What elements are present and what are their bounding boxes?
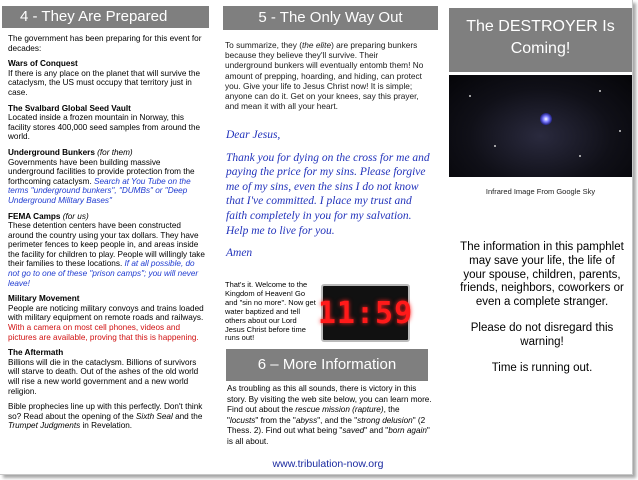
message-warning: Please do not disregard this warning! <box>470 321 614 348</box>
closing-part: and the <box>172 411 203 421</box>
closing-part: Bible prophecies line up with this perfectly. Don't think so? Read about the opening of the <box>8 402 203 421</box>
bunkers-tag: (for them) <box>97 147 133 157</box>
bunkers-title: Underground Bunkers <box>8 147 95 157</box>
more-info-text <box>227 384 432 448</box>
closing-trumpet: Trumpet Judgments <box>8 421 81 431</box>
bunkers-note: Search at You Tube on the terms "underground bunkers", "DUMBs" or "Deep Underground Military Bases" <box>8 176 191 205</box>
info-locusts: locusts <box>229 415 256 425</box>
column-only-way-out <box>213 0 441 474</box>
summary-elite: the elite <box>302 40 332 50</box>
info-rapture: rescue mission (rapture) <box>295 405 384 415</box>
wars-text: If there is any place on the planet that will survive the cataclysm, the US must occupy that territory just in case. <box>8 68 201 97</box>
prayer-amen: Amen <box>226 247 253 260</box>
summary-part: ) are preparing bunkers because they believe they'll survive. Their underground bunkers will eventually entomb them! No amount of prepping, hoarding, and hiding, can protect you. Give your life to Jesus Christ now! It is simple; anyone can do it. Get on your knees, say this prayer, and mean it with all your heart. <box>225 40 424 112</box>
prayer-body: Thank you for dying on the cross for me and paying the price for my sins. Please forgive me of my sins, even the sins I do not know that I've committed. I place my trust and faith completely in you for my salvation. Help me to live for you. <box>226 151 430 237</box>
star-speck <box>494 145 496 147</box>
star-speck <box>579 155 581 157</box>
column-they-are-prepared <box>0 0 213 474</box>
bunkers-section <box>8 148 208 206</box>
message-time: Time is running out. <box>491 361 593 374</box>
section-6-header: 6 – More Information <box>226 349 428 381</box>
info-part: " and " <box>364 426 389 436</box>
aftermath-section <box>8 348 208 396</box>
closing-part: in Revelation. <box>80 421 133 431</box>
cover-message <box>457 241 627 387</box>
info-abyss: abyss <box>295 415 318 425</box>
fema-note: If at all possible, do not go to one of these "prison camps"; you will never leave! <box>8 259 199 288</box>
info-part: " from the " <box>255 415 296 425</box>
seed-vault-title: The Svalbard Global Seed Vault <box>8 103 131 113</box>
message-life: The information in this pamphlet may save your life, the life of your spouse, children, parents, friends, neighbors, coworkers or even a complete stranger. <box>460 241 624 309</box>
image-caption: Infrared Image From Google Sky <box>485 187 596 196</box>
seed-vault-section <box>8 104 208 142</box>
clock-time: 11:59 <box>317 295 414 331</box>
wars-title: Wars of Conquest <box>8 59 78 69</box>
info-part: " is all about. <box>227 426 430 446</box>
digital-clock <box>317 284 414 342</box>
military-title: Military Movement <box>8 294 80 304</box>
info-saved: saved <box>342 426 365 436</box>
prayer-salutation: Dear Jesus, <box>226 129 281 141</box>
aftermath-text: Billions will die in the cataclysm. Billions of survivors will starve to death. Out of the ashes of the old world will rise a new world government and a new world religion. <box>8 357 199 396</box>
closing-sixth-seal: Sixth Seal <box>135 411 173 421</box>
fema-title: FEMA Camps <box>8 211 61 221</box>
info-born-again: born again <box>388 426 427 436</box>
closing-text <box>8 402 208 431</box>
aftermath-title: The Aftermath <box>8 348 64 358</box>
bunkers-text: Governments have been building massive underground facilities to provide protection from the forthcoming cataclysm. <box>8 157 195 186</box>
infrared-sky-image <box>449 75 632 177</box>
star-speck <box>469 95 471 97</box>
section-4-header: 4 - They Are Prepared <box>2 6 209 28</box>
website-link[interactable]: www.tribulation-now.org <box>272 458 384 470</box>
welcome-text: That's it. Welcome to the Kingdom of Heaven! Go and "sin no more". Now get water baptized and tell others about our Lord Jesus Christ before time runs out! <box>225 280 316 343</box>
military-note: With a camera on most cell phones, videos and pictures are available, proving that this is happening. <box>8 323 199 342</box>
fema-text: These detention centers have been constructed around the country using your tax dollars. They have perimeter fences to keep people in, and areas inside the facility for children to play. People will willingly take their families to these locations. <box>8 221 205 269</box>
info-delusion: strong delusion <box>357 415 413 425</box>
military-text: People are noticing military convoys and trains loaded with military equipment on remote roads and railways. <box>8 303 204 323</box>
info-part: , the " <box>227 405 400 425</box>
info-part: As troubling as this all sounds, there is victory in this story. By visiting the web site below, you can learn more. Find out about the <box>227 384 432 415</box>
info-part: " (2 Thess. 2). Find out what being " <box>227 415 426 436</box>
prayer-block <box>226 128 431 269</box>
seed-vault-text: Located inside a frozen mountain in Norway, this facility stores 400,000 seed samples from around the world. <box>8 113 201 142</box>
star-speck <box>599 90 601 92</box>
fema-tag: (for us) <box>62 211 89 221</box>
info-part: ", and the " <box>317 415 358 425</box>
military-section <box>8 294 208 342</box>
wars-section <box>8 59 208 97</box>
column-cover <box>449 0 632 474</box>
section-4-body <box>8 34 208 437</box>
summary-text <box>225 40 425 111</box>
section-5-header: 5 - The Only Way Out <box>223 6 438 30</box>
destroyer-object <box>540 113 552 125</box>
intro-text: The government has been preparing for this event for decades: <box>8 34 202 53</box>
summary-part: To summarize, they ( <box>225 40 302 50</box>
cover-title: The DESTROYER Is Coming! <box>449 8 632 72</box>
star-speck <box>619 130 621 132</box>
fema-section <box>8 212 208 289</box>
